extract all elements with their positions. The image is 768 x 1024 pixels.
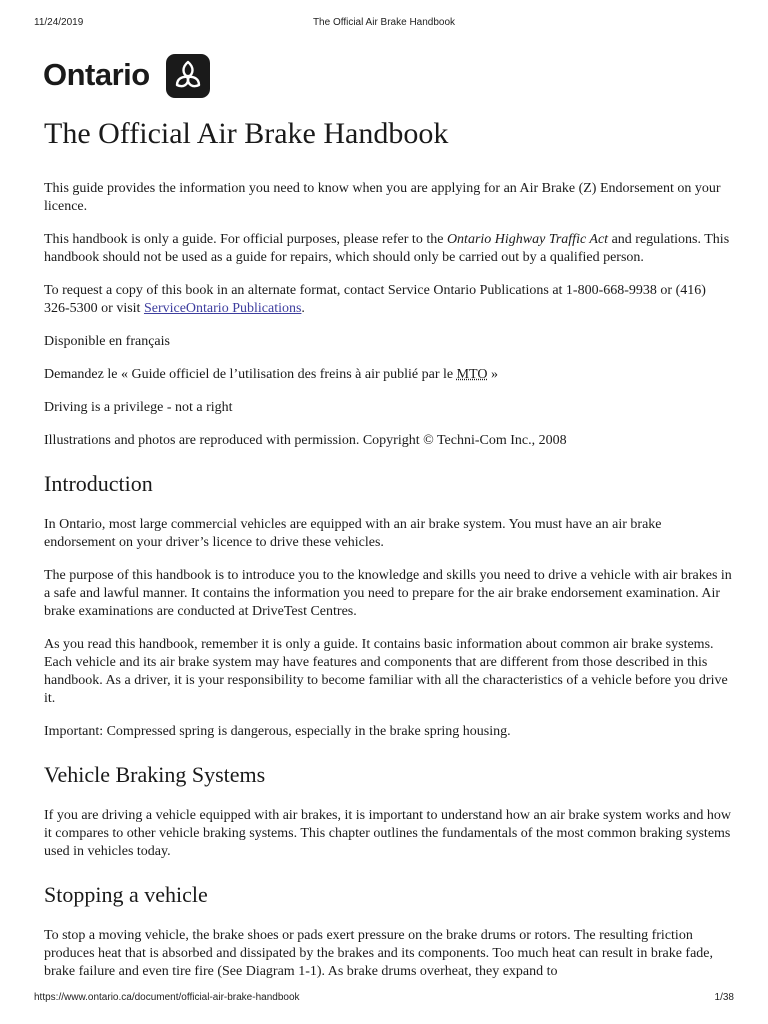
introduction-heading: Introduction bbox=[44, 471, 153, 496]
french-request: Demandez le « Guide officiel de l’utilisation des freins à air publié par le MTO » bbox=[44, 367, 498, 382]
mto-abbreviation: MTO bbox=[456, 367, 488, 382]
important-note: Important: Compressed spring is dangerous, especially in the brake spring housing. bbox=[44, 724, 511, 739]
disclaimer-paragraph: This handbook is only a guide. For official purposes, please refer to the Ontario Highway Traffic Act and regulations. This handbook should not be used as a guide for repairs, which should only be carried out by a qualified person. bbox=[44, 232, 730, 265]
print-footer bbox=[34, 992, 734, 1006]
print-header bbox=[34, 17, 734, 31]
ontario-logo[interactable] bbox=[43, 54, 233, 100]
print-url: https://www.ontario.ca/document/official-air-brake-handbook bbox=[34, 992, 300, 1003]
page-title: The Official Air Brake Handbook bbox=[44, 117, 449, 150]
introduction-paragraph-3: As you read this handbook, remember it is only a guide. It contains basic information about common air brake systems. Each vehicle and its air brake system may have features and components that are different from those described in this handbook. As a driver, it is your responsibility to become familiar with all the characteristics of a vehicle before you drive it. bbox=[44, 637, 728, 706]
page-number: 1/38 bbox=[714, 992, 734, 1003]
stopping-heading: Stopping a vehicle bbox=[44, 882, 208, 907]
vehicle-braking-paragraph: If you are driving a vehicle equipped with air brakes, it is important to understand how an air brake system works and how it compares to other vehicle braking systems. This chapter outlines the fundamentals of the most common braking systems used in vehicles today. bbox=[44, 808, 731, 859]
introduction-paragraph-2: The purpose of this handbook is to introduce you to the knowledge and skills you need to drive a vehicle with air brakes in a safe and lawful manner. It contains the information you need to prepare for the air brake endorsement examination. Air brake examinations are conducted at DriveTest Centres. bbox=[44, 568, 732, 619]
alternate-format-paragraph: To request a copy of this book in an alternate format, contact Service Ontario Publications at 1-800-668-9938 or (416) 326-5300 or visit ServiceOntario Publications. bbox=[44, 283, 706, 316]
copyright-notice: Illustrations and photos are reproduced with permission. Copyright © Techni-Com Inc., 2008 bbox=[44, 433, 567, 448]
vehicle-braking-heading: Vehicle Braking Systems bbox=[44, 762, 266, 787]
trillium-icon bbox=[166, 54, 210, 98]
stopping-paragraph: To stop a moving vehicle, the brake shoes or pads exert pressure on the brake drums or rotors. The resulting friction produces heat that is absorbed and dissipated by the brakes and its components. Too much heat can result in brake fade, brake failure and even tire fire (See Diagram 1-1). As brake drums overheat, they expand to bbox=[44, 928, 714, 979]
privilege-statement: Driving is a privilege - not a right bbox=[44, 400, 233, 415]
print-date: 11/24/2019 bbox=[34, 17, 84, 28]
ontario-wordmark: Ontario bbox=[43, 57, 150, 92]
act-reference: Ontario Highway Traffic Act bbox=[446, 232, 609, 247]
serviceontario-publications-link[interactable]: ServiceOntario Publications bbox=[143, 301, 302, 316]
french-availability: Disponible en français bbox=[44, 334, 170, 349]
print-document-title: The Official Air Brake Handbook bbox=[312, 17, 456, 28]
guide-description: This guide provides the information you need to know when you are applying for an Air Brake (Z) Endorsement on your licence. bbox=[44, 181, 721, 214]
introduction-paragraph-1: In Ontario, most large commercial vehicles are equipped with an air brake system. You must have an air brake endorsement on your driver’s licence to drive these vehicles. bbox=[44, 517, 662, 550]
main-content bbox=[44, 114, 734, 996]
